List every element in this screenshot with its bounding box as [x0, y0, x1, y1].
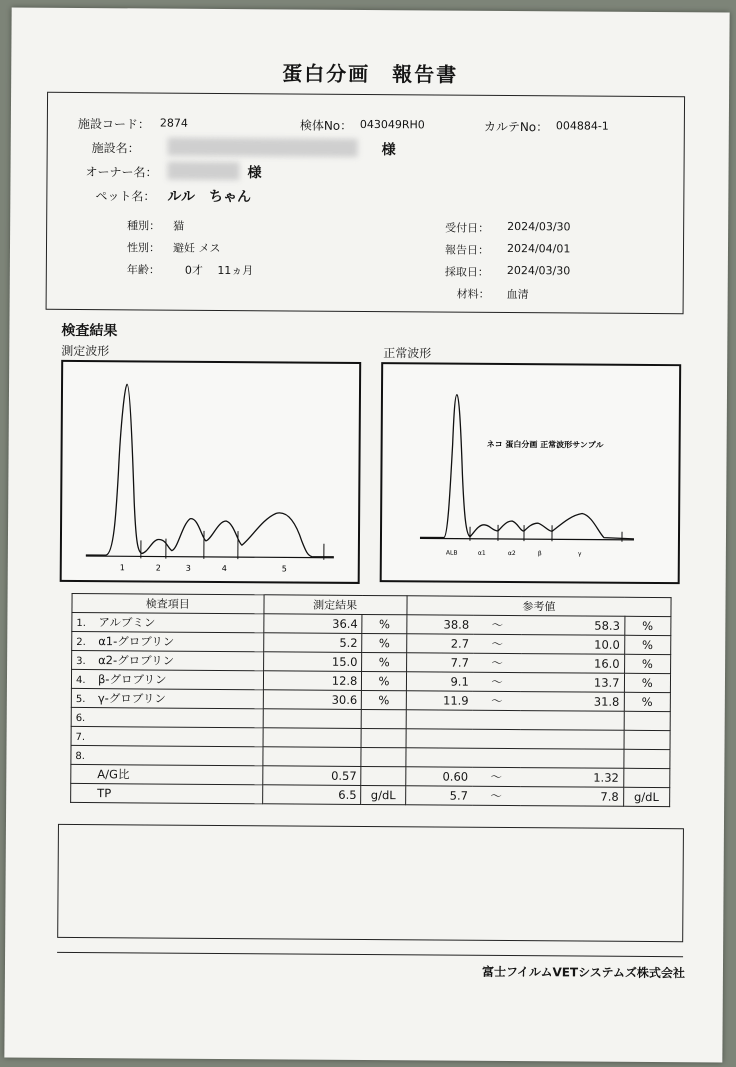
item-number: 4. [75, 674, 86, 687]
result-unit: % [362, 671, 406, 690]
item-name [71, 688, 263, 708]
result-value: 30.6 [263, 690, 362, 710]
reference-high: 58.3 [522, 616, 625, 636]
reference-separator: ～ [473, 672, 522, 691]
facility-name-label: 施設名： [91, 141, 140, 156]
report-date-label: 報告日： [444, 243, 490, 257]
result-value: 5.2 [263, 633, 362, 653]
result-value: 36.4 [263, 614, 362, 634]
pet-name-label: ペット名： [95, 189, 156, 204]
item-name: A/G比 [71, 764, 263, 784]
result-value: 0.57 [262, 766, 361, 786]
reference-separator: ～ [473, 615, 522, 634]
result-value [263, 728, 362, 748]
reference-high [521, 730, 624, 750]
pet-name-value: ルル ちゃん [167, 188, 252, 206]
reference-unit: % [624, 635, 671, 654]
reference-high: 1.32 [520, 768, 623, 788]
item-name [71, 707, 263, 727]
reference-separator: ～ [472, 767, 521, 786]
material-label: 材料： [456, 287, 490, 301]
result-value [262, 747, 361, 767]
normal-waveform-graph [382, 364, 680, 582]
result-unit: % [362, 652, 406, 671]
result-value [263, 709, 362, 729]
measured-fraction-label-3: 3 [185, 563, 191, 573]
result-unit: g/dL [361, 785, 405, 804]
reference-unit [623, 749, 670, 768]
measured-fraction-label-2: 2 [155, 563, 161, 573]
reference-low [406, 710, 473, 729]
reference-high: 31.8 [521, 692, 624, 712]
item-label: α2-グロブリン [98, 653, 175, 668]
reference-separator [472, 729, 521, 748]
reference-low: 2.7 [406, 634, 473, 653]
result-value: 15.0 [263, 652, 362, 672]
reference-unit: % [624, 692, 671, 711]
item-number: 3. [76, 655, 86, 668]
reference-low: 38.8 [407, 615, 474, 634]
normal-fraction-label-alb: ALB [445, 549, 458, 557]
item-name [71, 745, 263, 765]
measured-waveform-label: 測定波形 [61, 343, 110, 359]
item-number: 5. [75, 693, 86, 706]
age-value: 0才 11ヵ月 [184, 263, 254, 278]
item-name: TP [71, 783, 263, 803]
report-date-value: 2024/04/01 [506, 241, 571, 256]
patient-info-box [46, 92, 686, 314]
result-unit [361, 747, 405, 766]
item-name [72, 650, 264, 670]
reference-low [406, 729, 473, 748]
reference-unit [624, 711, 671, 730]
header-item: 検査項目 [72, 593, 264, 613]
reference-high: 7.8 [520, 787, 623, 807]
normal-sample-title: ネコ 蛋白分画 正常波形サンプル [486, 439, 604, 450]
age-label: 年齢： [126, 263, 160, 277]
reference-unit [623, 768, 670, 787]
item-name [71, 669, 263, 689]
normal-waveform-label: 正常波形 [383, 346, 432, 361]
header-result: 測定結果 [264, 595, 407, 615]
reference-high: 16.0 [521, 654, 624, 674]
redacted-facility-name [168, 138, 358, 157]
reference-unit: % [624, 616, 671, 635]
result-value: 12.8 [263, 671, 362, 691]
item-name [71, 726, 263, 746]
reference-unit: % [624, 673, 671, 692]
reference-high: 13.7 [521, 673, 624, 693]
table-row-tp [71, 783, 670, 806]
header-reference: 参考値 [407, 596, 671, 617]
item-name [72, 631, 264, 651]
footer-divider [57, 952, 683, 957]
chart-no-value: 004884-1 [555, 119, 609, 133]
material-value: 血清 [506, 287, 529, 302]
normal-fraction-label-a1: α1 [477, 549, 486, 557]
company-name: 富士フイルムVETシステムズ株式会社 [481, 964, 685, 981]
result-unit [362, 709, 406, 728]
comment-box [57, 824, 684, 942]
facility-code-value: 2874 [159, 116, 188, 130]
reference-high: 10.0 [521, 635, 624, 655]
results-heading: 検査結果 [61, 322, 118, 340]
item-number: 8. [75, 750, 86, 763]
sex-label: 性別： [126, 241, 161, 255]
measured-fraction-label-5: 5 [281, 564, 287, 574]
received-date-label: 受付日： [445, 221, 490, 235]
facility-name-suffix: 様 [381, 142, 396, 159]
owner-name-suffix: 様 [247, 165, 262, 182]
item-label: アルブミン [98, 615, 156, 630]
reference-unit: g/dL [623, 787, 670, 806]
reference-low: 11.9 [406, 691, 473, 710]
result-unit [361, 766, 405, 785]
reference-low: 5.7 [405, 786, 472, 805]
sampled-date-label: 採取日： [444, 265, 489, 279]
reference-low: 9.1 [406, 672, 473, 691]
reference-separator: ～ [473, 653, 522, 672]
species-label: 種別： [127, 219, 161, 233]
specimen-no-value: 043049RH0 [359, 117, 425, 132]
reference-unit [624, 730, 671, 749]
item-number: 7. [75, 731, 86, 744]
species-value: 猫 [173, 219, 185, 233]
page-title: 蛋白分画 報告書 [282, 61, 459, 87]
reference-separator: ～ [473, 691, 522, 710]
normal-waveform-box [380, 362, 682, 584]
normal-fraction-label-g: γ [577, 550, 582, 558]
normal-fraction-label-b: β [537, 550, 542, 558]
reference-high [521, 711, 624, 731]
item-label: β-グロブリン [97, 672, 167, 687]
sampled-date-value: 2024/03/30 [506, 263, 571, 278]
measured-fraction-label-1: 1 [119, 563, 125, 573]
measured-waveform-box [60, 360, 362, 584]
result-unit [361, 728, 405, 747]
item-name [72, 612, 264, 632]
reference-high [521, 749, 624, 769]
owner-name-label: オーナー名： [85, 165, 158, 180]
reference-separator: ～ [472, 786, 521, 805]
results-table [70, 593, 671, 807]
result-unit: % [362, 633, 406, 652]
reference-separator [472, 748, 521, 767]
reference-separator [472, 710, 521, 729]
measured-fraction-label-4: 4 [221, 563, 227, 574]
specimen-no-label: 検体No： [299, 118, 353, 133]
result-value: 6.5 [262, 785, 361, 805]
reference-low: 0.60 [406, 767, 473, 786]
measured-waveform-graph [62, 362, 360, 582]
item-number: 2. [76, 636, 86, 649]
redacted-owner-name [167, 162, 239, 181]
reference-low [406, 748, 473, 767]
facility-code-label: 施設コード： [77, 116, 150, 132]
result-unit: % [362, 614, 406, 633]
reference-low: 7.7 [406, 653, 473, 672]
result-unit: % [362, 690, 406, 709]
report-sheet [4, 8, 729, 1063]
chart-no-label: カルテNo： [483, 119, 549, 135]
item-number: 6. [75, 712, 86, 725]
sex-value: 避妊 メス [172, 241, 221, 255]
received-date-value: 2024/03/30 [507, 219, 571, 234]
reference-separator: ～ [473, 634, 522, 653]
item-number: 1. [76, 617, 86, 630]
item-label: γ-グロブリン [97, 691, 166, 706]
reference-unit: % [624, 654, 671, 673]
item-label: α1-グロブリン [98, 634, 175, 649]
normal-fraction-label-a2: α2 [507, 549, 516, 558]
